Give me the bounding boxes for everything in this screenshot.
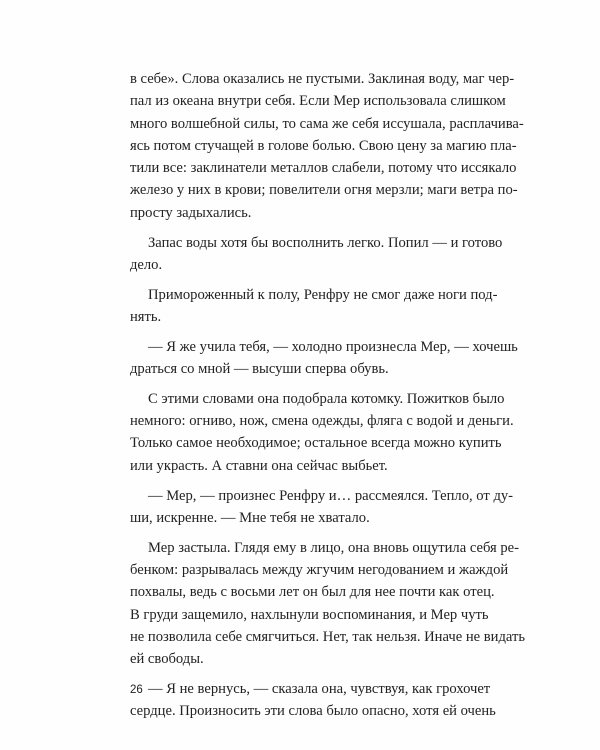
paragraph-1 (130, 68, 524, 224)
text-line: ей свободы. (130, 651, 204, 668)
paragraph-8 (130, 678, 496, 723)
text-line: в себе». Слова оказались не пустыми. Заклиная воду, маг чер- (130, 71, 515, 87)
paragraph-4 (130, 336, 518, 381)
text-line: немного: огниво, нож, смена одежды, фляга с водой и деньги. (130, 413, 514, 430)
text-line: В груди защемило, нахлынули воспоминания, и Мер чуть (130, 606, 489, 623)
text-line: просту задыхались. (130, 204, 252, 221)
body-text (130, 68, 526, 723)
text-line: драться со мной — высуши сперва обувь. (130, 361, 389, 378)
text-line: С этими словами она подобрала котомку. Пожитков было (148, 390, 505, 407)
paragraph-7 (130, 537, 526, 671)
text-line: Запас воды хотя бы восполнить легко. Попил — и готово (148, 234, 503, 251)
text-line: — Я же учила тебя, — холодно произнесла Мер, — хочешь (148, 338, 518, 355)
text-line: дело. (130, 256, 163, 273)
paragraph-3 (130, 284, 498, 329)
paragraph-2 (130, 232, 503, 277)
text-line: много волшебной силы, то сама же себя иссушала, расплачива- (130, 115, 524, 132)
text-line: нять. (130, 308, 162, 325)
page-number: 26 (130, 684, 143, 696)
text-line: похвалы, ведь с восьми лет он был для нее почти как отец. (130, 584, 495, 601)
text-line: тили все: заклинатели металлов слабели, потому что иссякало (130, 160, 517, 177)
text-line: ясь потом стучащей в голове болью. Свою цену за магию пла- (130, 137, 517, 154)
paragraph-5 (130, 388, 514, 477)
text-line: бенком: разрывалась между жгучим негодованием и жаждой (130, 561, 509, 578)
text-line: не позволила себе смягчиться. Нет, так нельзя. Иначе не видать (130, 628, 526, 645)
text-line: железо у них в крови; повелители огня мерзли; маги ветра по- (130, 182, 518, 199)
text-line: ши, искренне. — Мне тебя не хватало. (130, 509, 370, 526)
text-line: Мер застыла. Глядя ему в лицо, она вновь ощутила себя ре- (148, 539, 520, 556)
text-line: пал из океана внутри себя. Если Мер использовала слишком (130, 93, 506, 110)
text-line: или украсть. А ставни она сейчас выбьет. (130, 457, 388, 474)
text-line: Только самое необходимое; остальное всегда можно купить (130, 435, 502, 452)
text-line: сердце. Произносить эти слова было опасно, хотя ей очень (130, 703, 496, 720)
text-line: — Мер, — произнес Ренфру и… рассмеялся. Тепло, от ду- (148, 487, 514, 504)
text-line: Примороженный к полу, Ренфру не смог даже ноги под- (148, 286, 498, 303)
text-line: — Я не вернусь, — сказала она, чувствуя, как грохочет (148, 680, 491, 697)
paragraph-6 (130, 485, 514, 530)
